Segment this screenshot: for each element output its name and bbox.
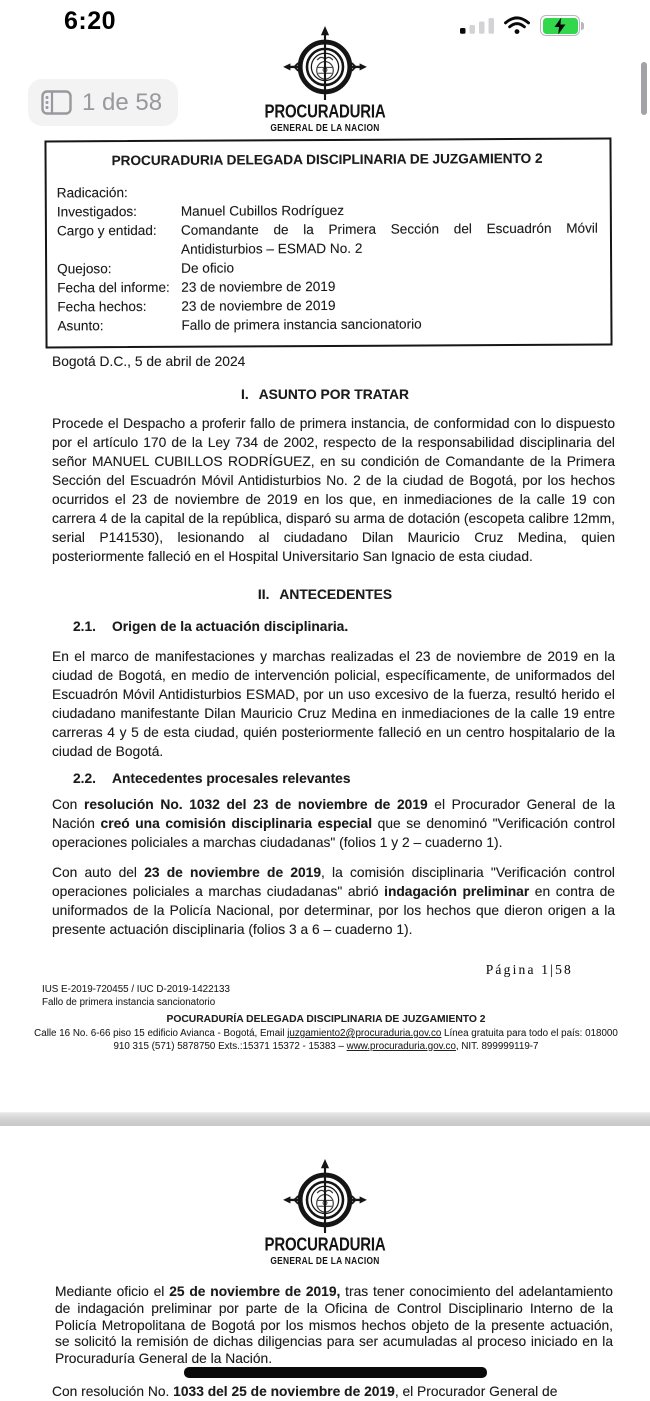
section-heading-antecedentes: II. ANTECEDENTES <box>257 587 393 602</box>
header-table-title: PROCURADURIA DELEGADA DISCIPLINARIA DE JUZGAMIENTO 2 <box>111 150 543 169</box>
table-row: Fecha hechos: 23 de noviembre de 2019 <box>57 297 336 315</box>
paragraph-auto-indagacion: Con auto del 23 de noviembre de 2019, la comisión disciplinaria "Verificación control operaciones policiales a marchas ciudadanas" abrió indagación preliminar en contra de uniformados de la Policía Nacional, por determinar, por los hechos que dieron origen a la presente actuación disciplinaria (folios 3 a 6 – cuaderno 1). <box>52 865 615 937</box>
ius-line: IUS E-2019-720455 / IUC D-2019-1422133 <box>42 984 230 995</box>
table-row: Radicación: <box>56 185 128 201</box>
ius-reference-block <box>42 984 230 1009</box>
procuraduria-logo <box>0 1159 650 1265</box>
page-separator <box>0 1112 650 1126</box>
ius-subject-line: Fallo de primera instancia sancionatorio <box>42 996 216 1008</box>
page-footer <box>30 1014 622 1053</box>
table-row: Investigados: Manuel Cubillos Rodríguez <box>56 202 345 220</box>
dateline: Bogotá D.C., 5 de abril de 2024 <box>52 354 246 369</box>
footer-address-line: Calle 16 No. 6-66 piso 15 edificio Avianca - Bogotá, Email juzgamiento2@procuraduria.gov.co Línea gratuita para todo el país: 018000 <box>34 1027 618 1039</box>
table-row: Quejoso: De oficio <box>57 260 235 277</box>
status-bar-time: 6:20 <box>64 7 117 35</box>
page-number-label: Página 1|58 <box>485 962 573 977</box>
paragraph-oficio-25-noviembre: Mediante oficio el 25 de noviembre de 2019, tras tener conocimiento del adelantamiento de indagación preliminar por parte de la Oficina de Control Disciplinario Interno de la Policía Metropolitana de Bogotá por los mismos hechos objeto de la presente actuación, se solicitó la remisión de dichas diligencias para ser acumuladas al proceso iniciado en la Procuraduría General de la Nación. <box>55 1284 613 1367</box>
page-indicator-label: 1 de 58 <box>82 88 163 116</box>
section-heading-asunto-por-tratar: I. ASUNTO POR TRATAR <box>241 387 409 402</box>
paragraph-resolucion-1032: Con resolución No. 1032 del 23 de noviembre de 2019 el Procurador General de la Nación creó una comisión disciplinaria especial que se denominó "Verificación control operaciones policiales a marchas ciudadanas" (folios 1 y 2 – cuaderno 1). <box>52 797 616 850</box>
table-row: Cargo y entidad: Comandante de la Primera Sección del Escuadrón Móvil Antidisturbios – ESMAD No. 2 <box>56 220 598 257</box>
procuraduria-emblem-icon <box>281 1159 369 1235</box>
logo-subtitle: GENERAL DE LA NACION <box>270 1255 380 1267</box>
header-table <box>44 138 612 349</box>
logo-subtitle: GENERAL DE LA NACION <box>270 122 380 134</box>
redaction-bar <box>184 1367 487 1378</box>
subsection-heading-2-2: 2.2. Antecedentes procesales relevantes <box>73 771 351 786</box>
footer-contact-line: 910 315 (571) 5878750 Exts.:15371 15372 - 15383 – www.procuraduria.gov.co, NIT. 899999119-7 <box>113 1040 539 1052</box>
paragraph-origen: En el marco de manifestaciones y marchas realizadas el 23 de noviembre de 2019 en la ciudad de Bogotá, en medio de intervención policial, específicamente, de uniformados del Escuadrón Móvil Antidisturbios ESMAD, por un uso excesivo de la fuerza, resultó herido el ciudadano manifestante Dilan Mauricio Cruz Medina en inmediaciones de la calle 19 entre carreras 4 y 5 de esta ciudad, quién posteriormente falleció en un centro hospitalario de la ciudad de Bogotá. <box>52 649 615 759</box>
subsection-heading-2-1: 2.1. Origen de la actuación disciplinaria. <box>73 619 349 634</box>
procuraduria-emblem-icon <box>281 26 369 102</box>
logo-title: PROCURADURIA <box>264 102 386 123</box>
footer-title: POCURADURÍA DELEGADA DISCIPLINARIA DE JUZGAMIENTO 2 <box>166 1014 486 1025</box>
logo-title: PROCURADURIA <box>264 1235 386 1256</box>
table-row: Fecha del informe: 23 de noviembre de 2019 <box>57 278 336 296</box>
paragraph-resolucion-1033-clipped: Con resolución No. 1033 del 25 de noviembre de 2019, el Procurador General de <box>52 1384 558 1399</box>
procuraduria-logo <box>0 26 650 132</box>
paragraph-asunto: Procede el Despacho a proferir fallo de primera instancia, de conformidad con lo dispuesto por el artículo 170 de la Ley 734 de 2002, respecto de la responsabilidad disciplinaria del señor MANUEL CUBILLOS RODRÍGUEZ, en su condición de Comandante de la Primera Sección del Escuadrón Móvil Antidisturbios No. 2 de la ciudad de Bogotá, por los hechos ocurridos el 23 de noviembre de 2019 en los que, en inmediaciones de la calle 19 con carrera 4 de la capital de la república, disparó su arma de dotación (escopeta calibre 12mm, serial P141530), lesionando al ciudadano Dilan Mauricio Cruz Medina, quien posteriormente falleció en el Hospital Universitario San Ignacio de esta ciudad. <box>52 416 615 564</box>
table-row: Asunto: Fallo de primera instancia sancionatorio <box>57 316 422 334</box>
